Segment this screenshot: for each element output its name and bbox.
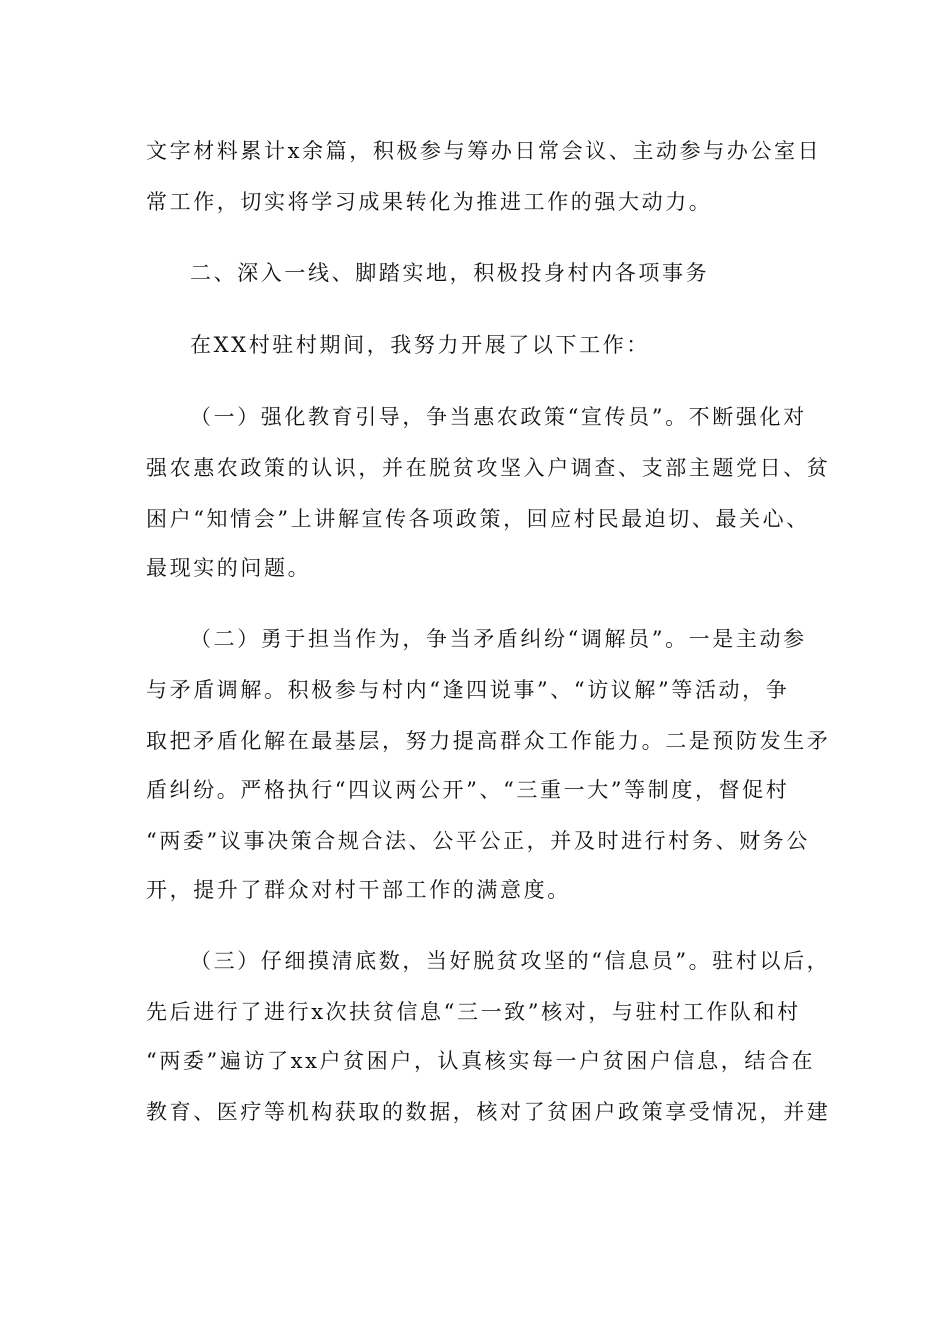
section-heading: 二、深入一线、脚踏实地，积极投身村内各项事务 <box>190 261 710 285</box>
body-text-line: 与矛盾调解。积极参与村内“逢四说事”、“访议解”等活动，争 <box>146 678 790 702</box>
paragraph-lead-line: （二）勇于担当作为，争当矛盾纠纷“调解员”。一是主动参 <box>190 627 807 651</box>
body-text-line: 教育、医疗等机构获取的数据，核对了贫困户政策享受情况，并建 <box>146 1100 831 1124</box>
body-text-line: 先后进行了进行x次扶贫信息“三一致”核对，与驻村工作队和村 <box>146 1000 801 1024</box>
body-text-line: 最现实的问题。 <box>146 556 312 580</box>
body-text-line: 取把矛盾化解在最基层，努力提高群众工作能力。二是预防发生矛 <box>146 729 831 753</box>
body-text-line: 强农惠农政策的认识，并在脱贫攻坚入户调查、支部主题党日、贫 <box>146 456 831 480</box>
body-text-line: 盾纠纷。严格执行“四议两公开”、“三重一大”等制度，督促村 <box>146 778 790 802</box>
body-text-line: “两委”议事决策合规合法、公平公正，并及时进行村务、财务公 <box>146 829 810 853</box>
paragraph-lead-line: （一）强化教育引导，争当惠农政策“宣传员”。不断强化对 <box>190 405 807 429</box>
body-text-line: 在XX村驻村期间，我努力开展了以下工作： <box>190 333 650 357</box>
body-text-line: 开，提升了群众对村干部工作的满意度。 <box>146 878 571 902</box>
body-text-line: 困户“知情会”上讲解宣传各项政策，回应村民最迫切、最关心、 <box>146 507 810 531</box>
paragraph-lead-line: （三）仔细摸清底数，当好脱贫攻坚的“信息员”。驻村以后， <box>190 949 831 973</box>
body-text-line: “两委”遍访了xx户贫困户，认真核实每一户贫困户信息，结合在 <box>146 1049 816 1073</box>
body-text-line: 文字材料累计x余篇，积极参与筹办日常会议、主动参与办公室日 <box>146 139 822 163</box>
body-text-line: 常工作，切实将学习成果转化为推进工作的强大动力。 <box>146 190 713 214</box>
